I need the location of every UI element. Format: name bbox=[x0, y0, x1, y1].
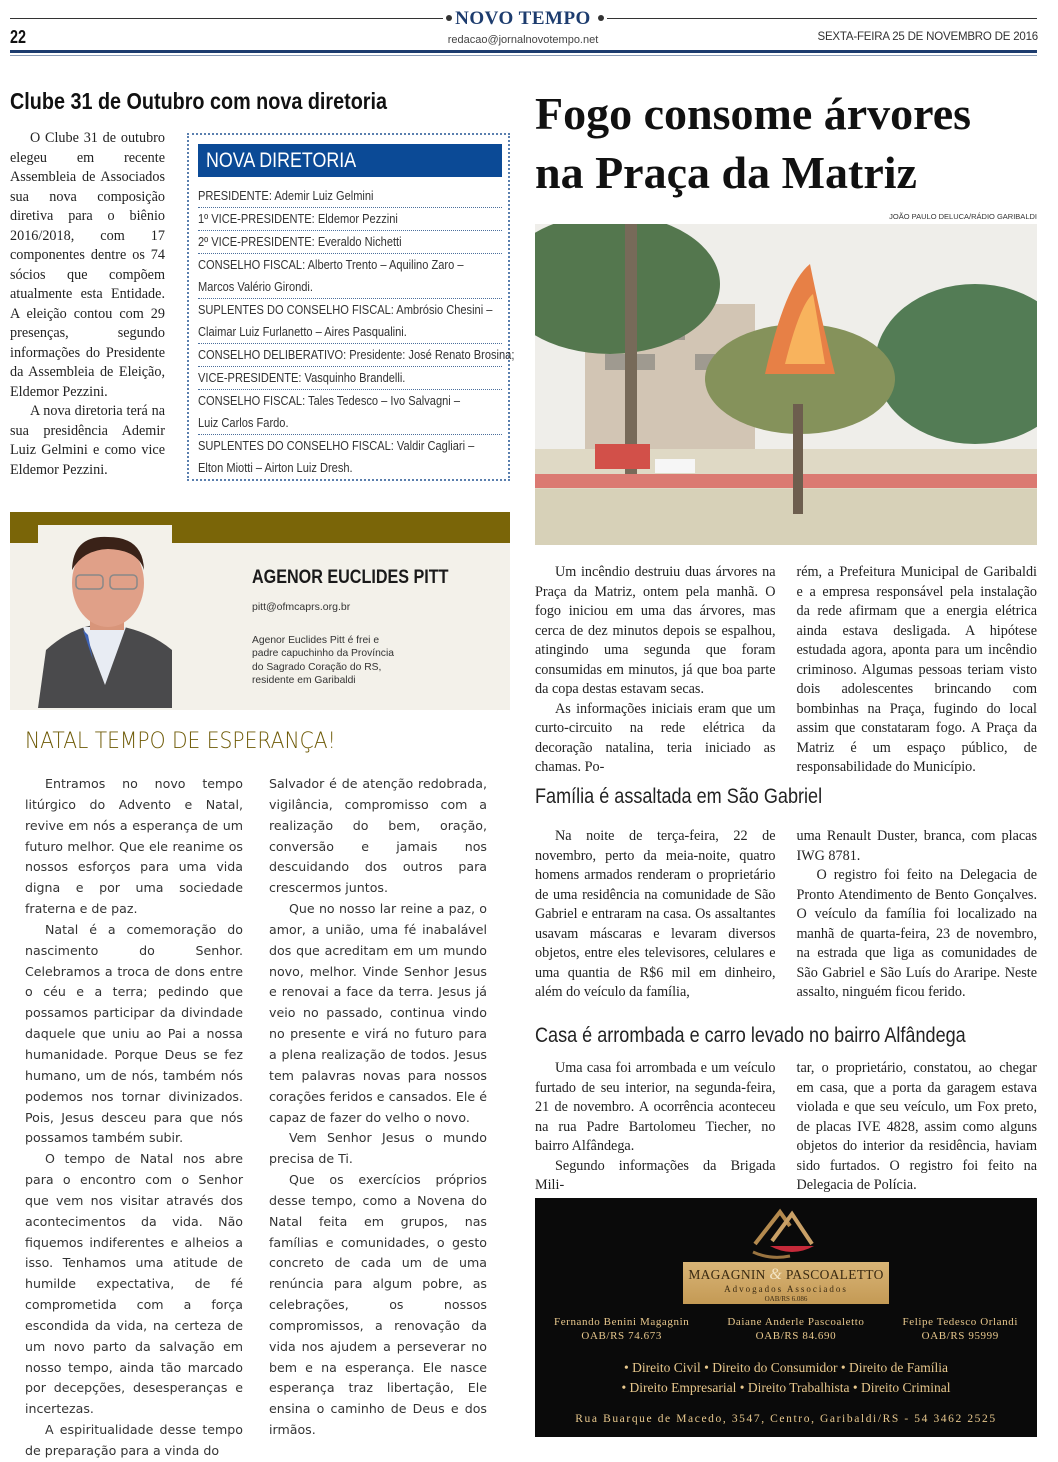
board-list bbox=[198, 185, 515, 479]
paragraph: Que no nosso lar reine a paz, o amor, a união, uma fé inabalável dos que acreditam em um mundo novo, melhor. Vinde Senhor Jesus e renovai a face da terra. Jesus já veio no passado, continua vindo no presente e virá no futuro para a plena realização de todos. Jesus tem palavras novas para nossos corações feridos e cansados. Ele é capaz de fazer do velho o novo. bbox=[269, 901, 487, 1125]
newsroom-email[interactable]: redacao@jornalnovotempo.net bbox=[447, 34, 599, 46]
board-member-entry bbox=[198, 299, 502, 344]
text-column bbox=[535, 827, 776, 1003]
board-entry-line: Claimar Luiz Furlanetto – Aires Pasqualini. bbox=[198, 325, 407, 339]
board-box bbox=[187, 133, 515, 481]
board-member-entry bbox=[198, 231, 502, 254]
house-article-body bbox=[535, 1059, 1037, 1196]
paragraph: Na noite de terça-feira, 22 de novembro, perto da meia-noite, quatro homens armados renderam o proprietário de uma residência na comunidade de São Gabriel e entraram na casa. Os assaltantes usavam máscaras e levaram diversos objetos, entre eles televisores, celulares e uma quantia de R$6 mil em dinheiro, além do veículo da família, bbox=[535, 828, 776, 1000]
columnist-photo bbox=[38, 525, 172, 708]
paragraph: Que os exercícios próprios desse tempo, como a Novena do Natal feita em grupos, nas famílias e comunidades, o gesto concreto de cada um de uma renúncia para algum pobre, as celebrações, os nossos compromissos, a renovação da vida nos ajudem a perseverar no bem e na esperança. Ele nasce esperança traz libertação, Ele ensina o caminho de Deus e dos irmãos. bbox=[269, 1172, 487, 1438]
lawyer-name: Daiane Anderle Pascoaletto bbox=[727, 1316, 865, 1328]
board-member-entry bbox=[198, 208, 502, 231]
columnist-box bbox=[10, 512, 510, 710]
columnist-email[interactable]: pitt@ofmcaprs.org.br bbox=[252, 601, 351, 613]
headline-line: na Praça da Matriz bbox=[535, 147, 917, 198]
fire-article-body bbox=[535, 563, 1037, 778]
firm-name: PASCOALETTO bbox=[785, 1267, 884, 1282]
paragraph: rém, a Prefeitura Municipal de Garibaldi e a empresa responsável pela instalação da rede afirmam que a energia elétrica ainda estava desligada. A hipótese estudada agora, aponta para um incêndio criminoso. Algumas pessoas teriam visto dois adolescentes brincando com bombinhas na Praça, fugindo do local assim que constataram fogo. A Praça da Matriz é um espaço público, de responsabilidade do Município. bbox=[796, 564, 1037, 775]
firm-name: MAGAGNIN bbox=[688, 1267, 766, 1282]
family-article-body bbox=[535, 827, 1037, 1003]
paragraph: Entramos no novo tempo litúrgico do Advento e Natal, revive em nós a esperança de um futuro melhor. Que ele reanime os nossos esforços para uma vida digna e por uma sociedade fraterna e de paz. bbox=[25, 776, 243, 917]
columnist-name: AGENOR EUCLIDES PITT bbox=[252, 567, 449, 588]
text-column bbox=[535, 563, 776, 778]
lawyer-oab: OAB/RS 84.690 bbox=[755, 1330, 837, 1342]
lawyer-name: Felipe Tedesco Orlandi bbox=[902, 1316, 1018, 1328]
paragraph: O registro foi feito na Delegacia de Pronto Atendimento de Bento Gonçalves. O veículo da família foi localizado na manhã de quarta-feira, 23 de novembro, na estrada que liga as comunidades de São Gabriel e São Luís do Araripe. Neste assalto, ninguém ficou ferido. bbox=[796, 867, 1037, 1000]
board-entry-line: SUPLENTES DO CONSELHO FISCAL: Ambrósio Chesini – bbox=[198, 303, 493, 317]
text-column bbox=[797, 563, 1038, 778]
board-entry-line: CONSELHO FISCAL: Tales Tedesco – Ivo Salvagni – bbox=[198, 394, 461, 408]
club-article-title: Clube 31 de Outubro com nova diretoria bbox=[10, 88, 387, 114]
text-column bbox=[25, 774, 243, 1462]
mountain-logo-icon bbox=[750, 1206, 820, 1261]
board-entry-line: 1º VICE-PRESIDENTE: Eldemor Pezzini bbox=[198, 212, 398, 226]
newspaper-name: NOVO TEMPO bbox=[455, 8, 591, 29]
board-member-entry bbox=[198, 254, 502, 299]
board-member-entry bbox=[198, 390, 502, 435]
paragraph: Uma casa foi arrombada e um veículo furtado de seu interior, na segunda-feira, 21 de novembro. A ocorrência aconteceu na rua Padre Bartolomeu Tiecher, no bairro Alfândega. bbox=[535, 1060, 776, 1154]
headline-line: Fogo consome árvores bbox=[535, 88, 972, 139]
firm-subtitle: Advogados Associados bbox=[724, 1284, 848, 1294]
paragraph: Um incêndio destruiu duas árvores na Praça da Matriz, ontem pela manhã. O fogo iniciou em uma das árvores, mas cerca de dez minutos depois se espalhou, atingindo uma segunda que foram consumidas em minutos, já que boa parte da copa destas estavam secas. bbox=[535, 564, 776, 697]
board-entry-line: Marcos Valério Girondi. bbox=[198, 280, 313, 294]
paragraph: Segundo informações da Brigada Mili- bbox=[535, 1157, 776, 1193]
paragraph: O Clube 31 de outubro elegeu em recente Assembleia de Associados sua nova composição diretiva para o biênio 2016/2018, com 17 componentes dentre os 74 sócios que compõem atualmente esta Entidade. A eleição contou com 29 presenças, segundo informações do Presidente da Assembleia de Eleição, Eldemor Pezzini. bbox=[10, 130, 165, 400]
paragraph: A espiritualidade desse tempo de preparação para a vinda do bbox=[25, 1422, 243, 1458]
board-entry-line: CONSELHO DELIBERATIVO: Presidente: José Renato Brosina; bbox=[198, 348, 515, 362]
text-column bbox=[797, 1059, 1038, 1196]
firm-nameplate bbox=[683, 1262, 889, 1304]
board-entry-line: PRESIDENTE: Ademir Luiz Gelmini bbox=[198, 189, 374, 203]
practice-areas bbox=[535, 1358, 1037, 1398]
text-column bbox=[535, 1059, 776, 1196]
header-rule-thin bbox=[10, 55, 1037, 56]
board-entry-line: SUPLENTES DO CONSELHO FISCAL: Valdir Cagliari – bbox=[198, 439, 475, 453]
firm-ampersand: & bbox=[769, 1266, 783, 1283]
lawyer bbox=[903, 1315, 1018, 1343]
board-title bbox=[198, 144, 502, 177]
header-rule bbox=[10, 50, 1037, 53]
photo-credit: JOÃO PAULO DELUCA/RÁDIO GARIBALDI bbox=[889, 212, 1037, 221]
paragraph: As informações iniciais eram que um curto-circuito na rede elétrica da decoração natalina, teria iniciado as chamas. Po- bbox=[535, 700, 776, 775]
text-column bbox=[797, 827, 1038, 1003]
columnist-bio: Agenor Euclides Pitt é frei e padre capuchinho da Província do Sagrado Coração do RS, residente em Garibaldi bbox=[252, 635, 394, 686]
paragraph: Salvador é de atenção redobrada, vigilância, compromisso com a realização do bem, oração, conversão e jamais nos descuidando dos outros para crescermos juntos. bbox=[269, 776, 487, 896]
law-firm-ad[interactable] bbox=[535, 1198, 1037, 1437]
column-body bbox=[25, 774, 488, 1462]
paragraph: Vem Senhor Jesus o mundo precisa de Ti. bbox=[269, 1130, 487, 1167]
fire-photo bbox=[535, 224, 1037, 545]
page-number: 22 bbox=[10, 27, 27, 47]
board-title-text: NOVA DIRETORIA bbox=[206, 149, 357, 172]
board-member-entry bbox=[198, 344, 515, 367]
board-member-entry bbox=[198, 185, 502, 208]
firm-oab: OAB/RS 6.086 bbox=[764, 1295, 808, 1303]
family-headline: Família é assaltada em São Gabriel bbox=[535, 785, 823, 808]
board-entry-line: Luiz Carlos Fardo. bbox=[198, 416, 289, 430]
firm-address: Rua Buarque de Macedo, 3547, Centro, Garibaldi/RS - 54 3462 2525 bbox=[575, 1413, 997, 1425]
paragraph: O tempo de Natal nos abre para o encontro com o Senhor que vem nos visitar através dos acontecimentos da vida. Não fiquemos indiferentes e alheios a isso. Tenhamos uma atitude de humilde expectativa, de fé comprometida com a força escondida da vida, na certeza de um novo parto da salvação em nosso tempo, ainda tão marcado por decepções, desesperanças e incertezas. bbox=[25, 1151, 243, 1417]
board-entry-line: Elton Miotti – Airton Luiz Dresh. bbox=[198, 461, 353, 475]
columnist-portrait bbox=[38, 525, 172, 708]
issue-date: SEXTA-FEIRA 25 DE NOVEMBRO DE 2016 bbox=[817, 31, 1038, 43]
board-entry-line: VICE-PRESIDENTE: Vasquinho Brandelli. bbox=[198, 371, 406, 385]
text-column bbox=[269, 774, 487, 1462]
club-article-body bbox=[10, 129, 165, 480]
paragraph: tar, o proprietário, constatou, ao chegar em casa, que a porta da garagem estava violada e que seu veículo, um Fox preto, de placas IVE 4828, assim como alguns objetos do interior da residência, haviam sido furtados. O registro foi feito na Delegacia de Polícia. bbox=[796, 1060, 1037, 1193]
practice-areas-line: • Direito Empresarial • Direito Trabalhista • Direito Criminal bbox=[621, 1380, 951, 1395]
board-entry-line: CONSELHO FISCAL: Alberto Trento – Aquilino Zaro – bbox=[198, 258, 464, 272]
lawyer-oab: OAB/RS 74.673 bbox=[581, 1330, 662, 1342]
lawyer bbox=[554, 1315, 689, 1343]
fire-photo-drawing bbox=[535, 224, 1037, 545]
lawyer-name: Fernando Benini Magagnin bbox=[553, 1316, 690, 1328]
paragraph: uma Renault Duster, branca, com placas IWG 8781. bbox=[796, 828, 1037, 864]
practice-areas-line: • Direito Civil • Direito do Consumidor • Direito de Família bbox=[624, 1360, 948, 1375]
lawyer bbox=[727, 1315, 864, 1343]
paragraph: A nova diretoria terá na sua presidência Ademir Luiz Gelmini e como vice Eldemor Pezzini. bbox=[10, 403, 165, 478]
lawyers-list bbox=[535, 1315, 1037, 1343]
fire-headline bbox=[535, 84, 971, 202]
board-entry-line: 2º VICE-PRESIDENTE: Everaldo Nichetti bbox=[198, 235, 402, 249]
lawyer-oab: OAB/RS 95999 bbox=[921, 1330, 999, 1342]
column-title: NATAL TEMPO DE ESPERANÇA! bbox=[25, 729, 336, 754]
board-member-entry bbox=[198, 435, 502, 479]
paragraph: Natal é a comemoração do nascimento do Senhor. Celebramos a troca de dons entre o céu e a terra; pedindo que possamos participar da divindade daquele que uniu ao Pai a nossa humanidade. Porque Deus se fez humano, um de nós, também nós podemos nos tornar divinizados. Pois, Jesus desceu para que nós possamos também subir. bbox=[25, 921, 243, 1146]
board-member-entry bbox=[198, 367, 502, 390]
house-headline: Casa é arrombada e carro levado no bairro Alfândega bbox=[535, 1024, 966, 1047]
